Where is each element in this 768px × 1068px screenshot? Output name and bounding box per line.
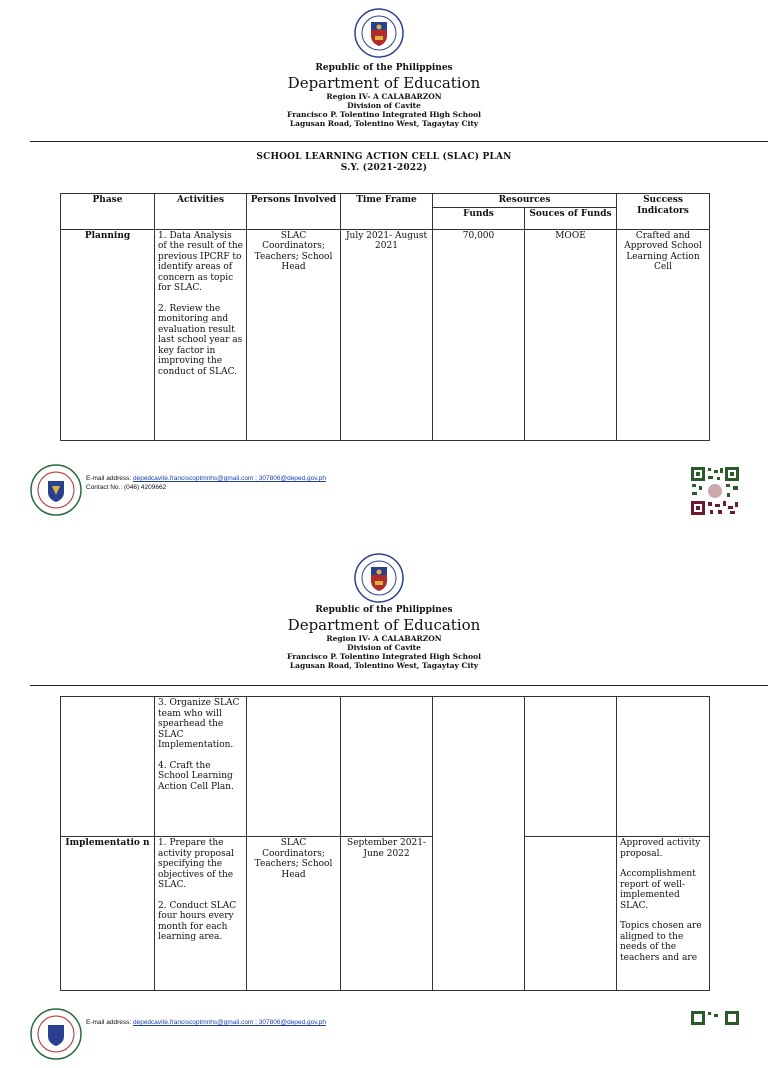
col-header-activities: Activities [155,194,247,230]
school-year: S.Y. (2021-2022) [340,163,428,173]
header-divider [30,141,768,142]
phase-cell-empty [61,697,155,837]
page-2 [0,548,768,1024]
division-line: Division of Cavite [347,101,421,110]
plan-title: SCHOOL LEARNING ACTION CELL (SLAC) PLAN [256,152,512,162]
activities-cell [155,837,247,991]
success-cell: Crafted and Approved School Learning Action Cell [617,229,710,440]
page-footer [30,1008,740,1068]
deped-seal-icon [354,553,404,603]
success-cell [617,837,710,991]
region-line: Region IV- A CALABARZON [326,634,442,643]
activity-item: 1. Data Analysis of the result of the previous IPCRF to identify areas of concern as topic for SLAC. [158,230,243,293]
email-label: E-mail address: [86,475,132,482]
deped-seal-icon [354,8,404,58]
time-frame-cell-empty [341,697,433,837]
activity-item: 3. Organize SLAC team who will spearhead the SLAC Implementation. [158,698,240,750]
republic-line: Republic of the Philippines [315,605,453,615]
qr-code-icon [690,466,740,516]
qr-code-icon [690,1010,740,1060]
sources-cell-empty [525,837,617,991]
letterhead [0,63,768,128]
department-name: Department of Education [287,74,481,92]
slac-plan-table-continued [60,696,710,991]
table-row [61,697,710,837]
sources-cell-empty [525,697,617,837]
table-row [61,837,710,991]
phase-planning: Planning [61,229,155,440]
school-address: Lagusan Road, Tolentino West, Tagaytay City [289,661,479,670]
activity-item: 1. Prepare the activity proposal specifying the objectives of the SLAC. [158,838,234,890]
funds-cell: 70,000 [433,229,525,440]
header-divider [30,685,768,686]
activity-item: 4. Craft the School Learning Action Cell Plan. [158,760,234,792]
persons-cell-empty [247,697,341,837]
school-name: Francisco P. Tolentino Integrated High School [287,110,481,119]
contact-info [86,1019,326,1028]
page-footer [30,464,740,524]
persons-cell: SLAC Coordinators; Teachers; School Head [247,837,341,991]
funds-cell-empty [433,697,525,991]
contact-label: Contact No.: [86,483,123,491]
time-frame-cell: July 2021- August 2021 [341,229,433,440]
col-header-success: Success Indicators [617,194,710,230]
success-item: Accomplishment report of well-implemented SLAC. [620,869,696,911]
republic-line: Republic of the Philippines [315,63,453,73]
school-logo-icon [30,464,82,516]
success-item: Topics chosen are aligned to the needs of the teachers and are [620,921,702,963]
department-name: Department of Education [287,616,481,634]
letterhead [0,605,768,670]
email-label: E-mail address: [86,1019,132,1026]
page-1 [0,0,768,530]
email-link[interactable]: depedcavite.franciscoptmnhs@gmail.com ; 307806@deped.gov.ph [132,1019,326,1026]
document-title [0,152,768,174]
region-line: Region IV- A CALABARZON [326,92,442,101]
activity-item: 2. Review the monitoring and evaluation result last school year as key factor in improving the conduct of SLAC. [158,303,243,377]
col-header-phase: Phase [61,194,155,230]
email-link[interactable]: depedcavite.franciscoptmnhs@gmail.com ; 307806@deped.gov.ph [132,475,326,482]
division-line: Division of Cavite [347,643,421,652]
slac-plan-table [60,193,710,441]
school-name: Francisco P. Tolentino Integrated High School [287,652,481,661]
table-row [61,229,710,440]
school-address: Lagusan Road, Tolentino West, Tagaytay City [289,119,479,128]
success-item: Approved activity proposal. [620,838,701,859]
col-header-persons: Persons Involved [247,194,341,230]
activities-cell [155,229,247,440]
col-header-funds: Funds [433,207,525,229]
activities-cell [155,697,247,837]
col-header-resources: Resources [433,194,617,208]
success-cell-empty [617,697,710,837]
persons-cell: SLAC Coordinators; Teachers; School Head [247,229,341,440]
school-logo-icon [30,1008,82,1060]
col-header-time-frame: Time Frame [341,194,433,230]
col-header-sources: Souces of Funds [525,207,617,229]
contact-number: (046) 4209662 [123,483,167,491]
activity-item: 2. Conduct SLAC four hours every month for each learning area. [158,900,237,942]
sources-cell: MOOE [525,229,617,440]
time-frame-cell: September 2021- June 2022 [341,837,433,991]
phase-implementation: Implementatio n [61,837,155,991]
contact-info [86,475,326,492]
